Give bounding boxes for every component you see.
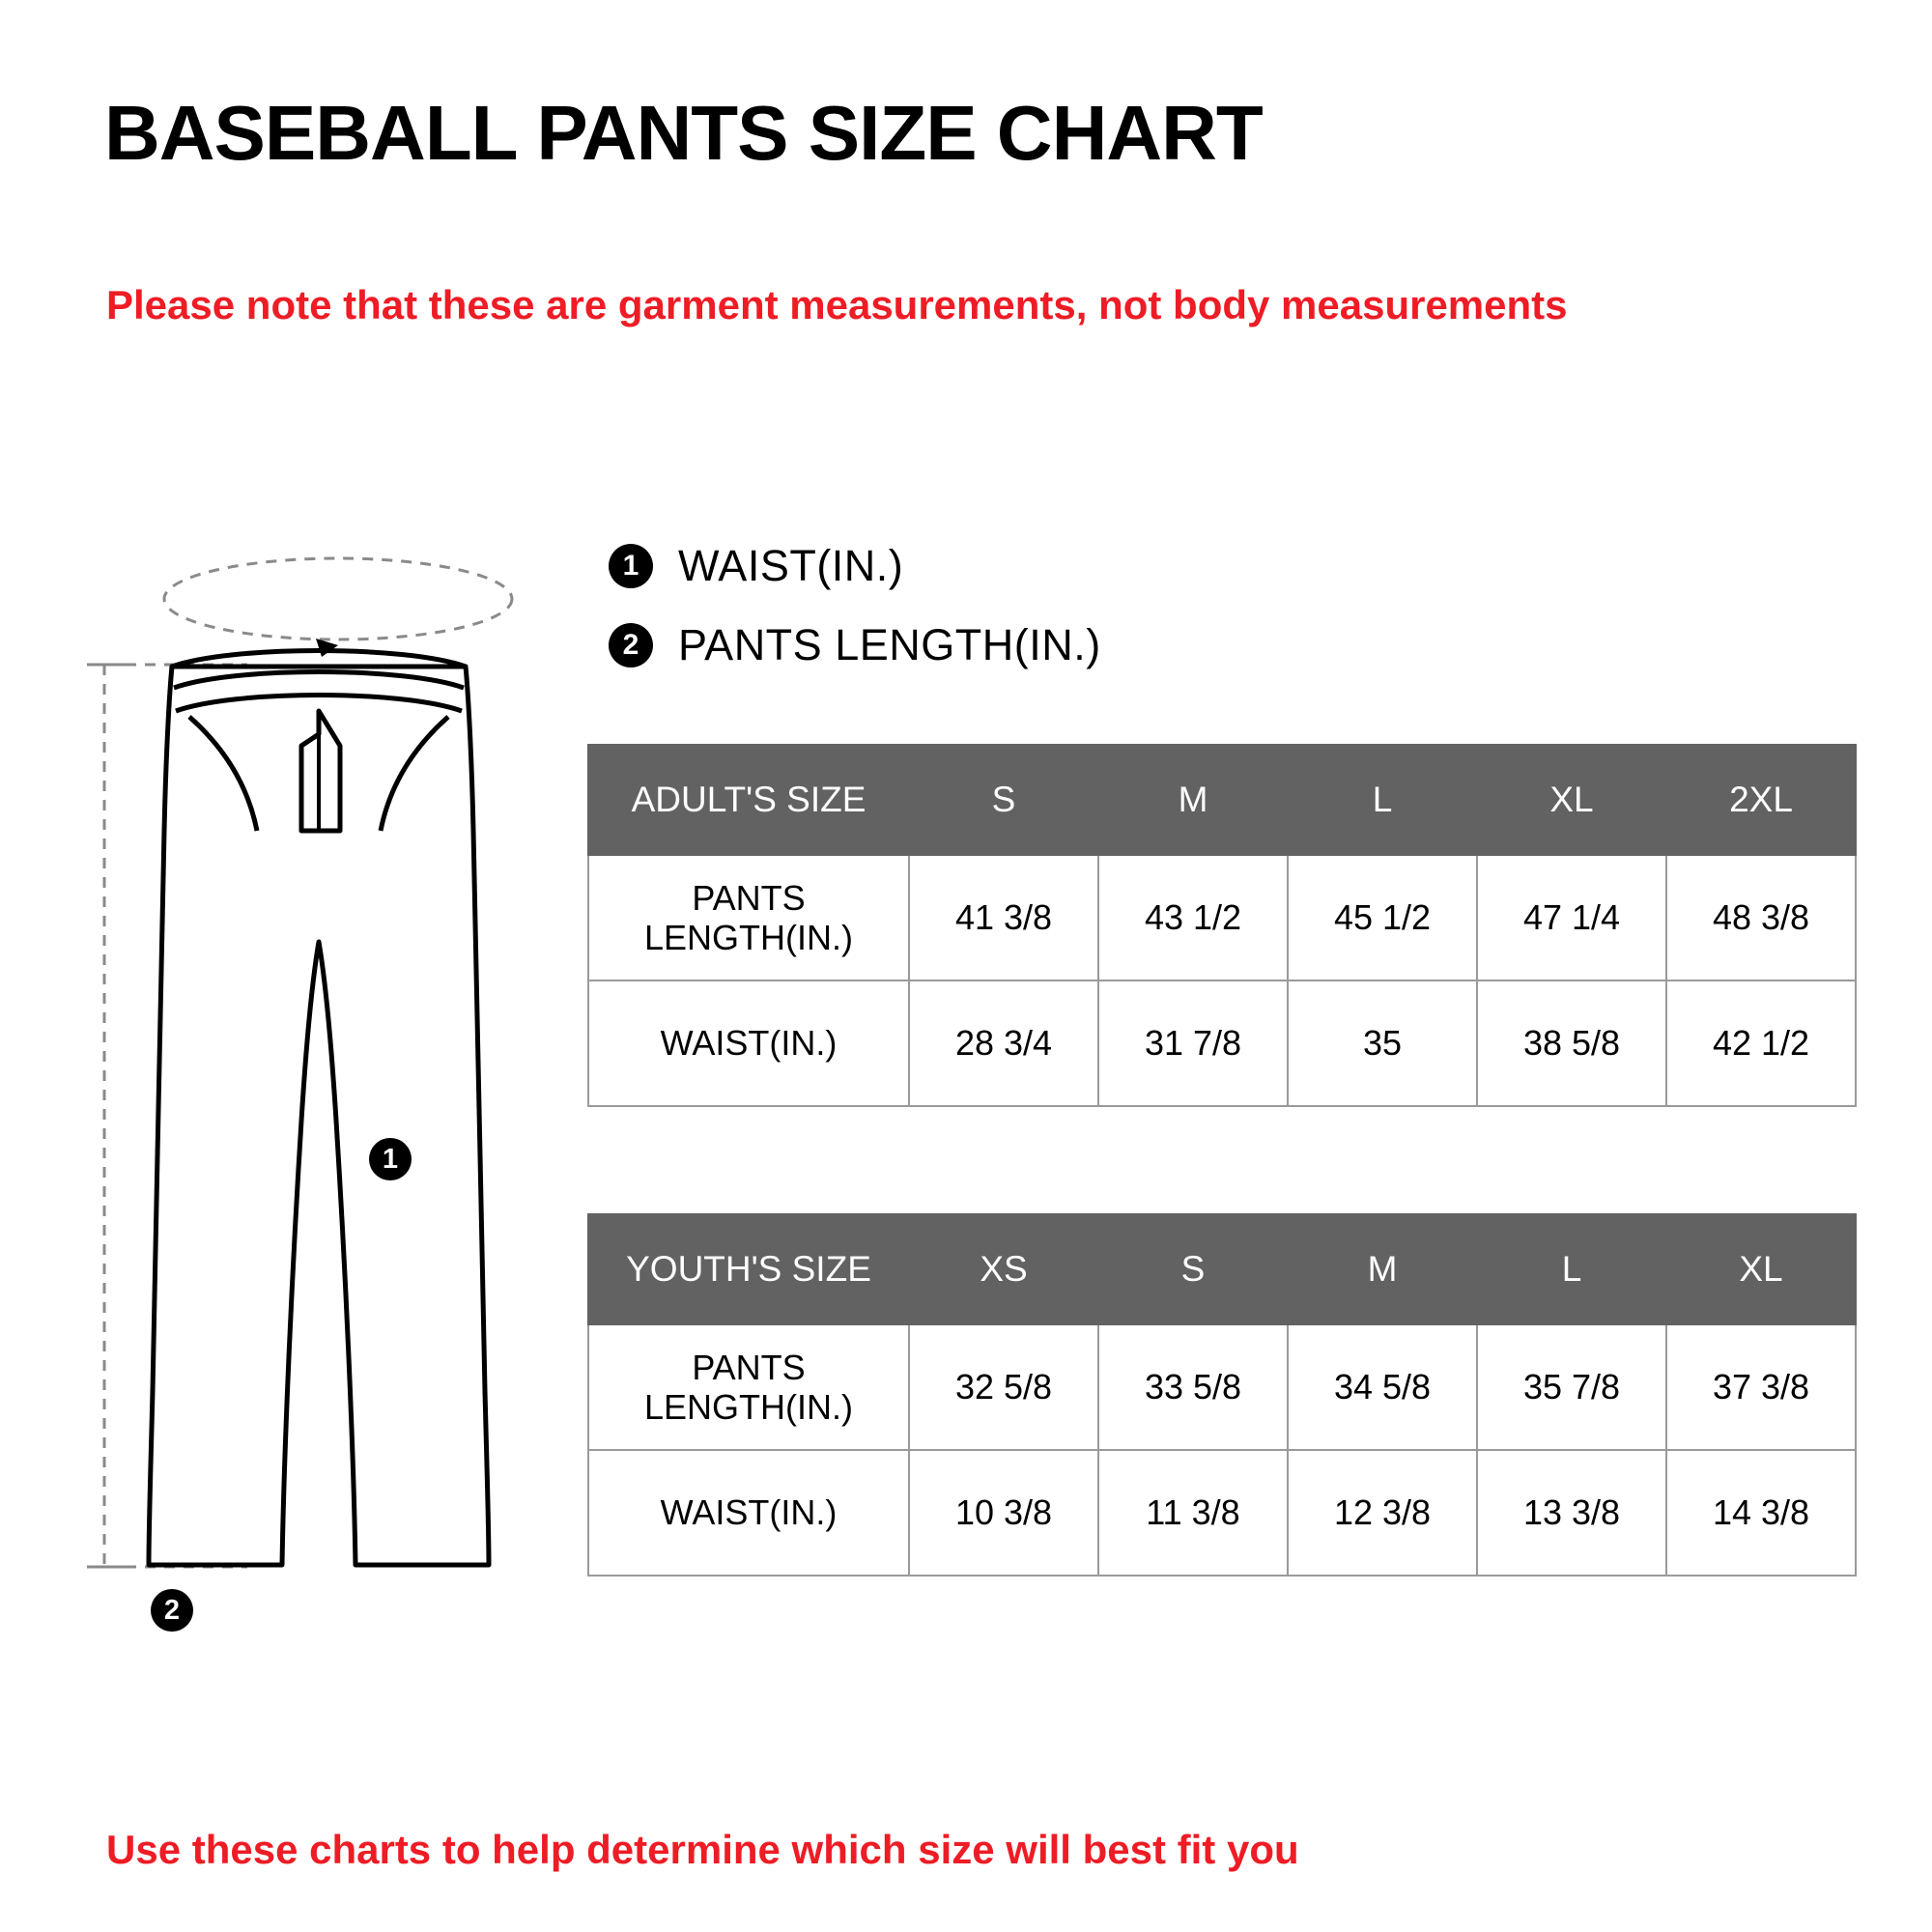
adult-pants-length-xl: 47 1/4 bbox=[1477, 855, 1666, 980]
youth-size-header: YOUTH'S SIZE bbox=[588, 1214, 909, 1324]
youth-waist-l: 13 3/8 bbox=[1477, 1450, 1666, 1576]
adult-waist-l: 35 bbox=[1288, 980, 1477, 1106]
adult-row-label-pants-length: PANTS LENGTH(IN.) bbox=[588, 855, 909, 980]
table-row bbox=[588, 855, 1856, 980]
youth-col-l: L bbox=[1477, 1214, 1666, 1324]
marker-1-icon: 1 bbox=[609, 544, 653, 588]
adult-waist-2xl: 42 1/2 bbox=[1666, 980, 1856, 1106]
youth-size-table bbox=[587, 1213, 1857, 1577]
diagram-marker-1: 1 bbox=[369, 1138, 412, 1180]
legend bbox=[609, 541, 1101, 699]
youth-waist-m: 12 3/8 bbox=[1288, 1450, 1477, 1576]
adult-waist-xl: 38 5/8 bbox=[1477, 980, 1666, 1106]
youth-waist-s: 11 3/8 bbox=[1098, 1450, 1288, 1576]
youth-pants-length-xl: 37 3/8 bbox=[1666, 1324, 1856, 1450]
adult-size-table bbox=[587, 744, 1857, 1107]
youth-pants-length-m: 34 5/8 bbox=[1288, 1324, 1477, 1450]
table-header-row bbox=[588, 1214, 1856, 1324]
adult-row-label-waist: WAIST(IN.) bbox=[588, 980, 909, 1106]
table-row bbox=[588, 980, 1856, 1106]
table-row bbox=[588, 1450, 1856, 1576]
youth-pants-length-xs: 32 5/8 bbox=[909, 1324, 1098, 1450]
youth-waist-xs: 10 3/8 bbox=[909, 1450, 1098, 1576]
adult-size-header: ADULT'S SIZE bbox=[588, 745, 909, 855]
legend-label-pants-length: PANTS LENGTH(IN.) bbox=[678, 620, 1101, 669]
page-title: BASEBALL PANTS SIZE CHART bbox=[104, 90, 1263, 176]
adult-col-l: L bbox=[1288, 745, 1477, 855]
youth-pants-length-l: 35 7/8 bbox=[1477, 1324, 1666, 1450]
pants-diagram bbox=[77, 541, 580, 1633]
adult-pants-length-2xl: 48 3/8 bbox=[1666, 855, 1856, 980]
youth-col-xs: XS bbox=[909, 1214, 1098, 1324]
table-header-row bbox=[588, 745, 1856, 855]
pants-illustration-svg bbox=[77, 541, 580, 1633]
adult-waist-m: 31 7/8 bbox=[1098, 980, 1288, 1106]
youth-col-m: M bbox=[1288, 1214, 1477, 1324]
adult-pants-length-l: 45 1/2 bbox=[1288, 855, 1477, 980]
adult-col-xl: XL bbox=[1477, 745, 1666, 855]
adult-pants-length-m: 43 1/2 bbox=[1098, 855, 1288, 980]
legend-item-pants-length bbox=[609, 620, 1101, 670]
adult-waist-s: 28 3/4 bbox=[909, 980, 1098, 1106]
help-note: Use these charts to help determine which size will best fit you bbox=[106, 1827, 1299, 1872]
youth-pants-length-s: 33 5/8 bbox=[1098, 1324, 1288, 1450]
youth-row-label-pants-length: PANTS LENGTH(IN.) bbox=[588, 1324, 909, 1450]
diagram-marker-2: 2 bbox=[151, 1589, 193, 1632]
table-row bbox=[588, 1324, 1856, 1450]
marker-2-icon: 2 bbox=[609, 623, 653, 668]
adult-col-s: S bbox=[909, 745, 1098, 855]
adult-pants-length-s: 41 3/8 bbox=[909, 855, 1098, 980]
youth-waist-xl: 14 3/8 bbox=[1666, 1450, 1856, 1576]
adult-col-2xl: 2XL bbox=[1666, 745, 1856, 855]
youth-row-label-waist: WAIST(IN.) bbox=[588, 1450, 909, 1576]
youth-col-s: S bbox=[1098, 1214, 1288, 1324]
legend-label-waist: WAIST(IN.) bbox=[678, 541, 904, 590]
garment-measurement-note: Please note that these are garment measurements, not body measurements bbox=[106, 282, 1568, 327]
legend-item-waist bbox=[609, 541, 1101, 591]
youth-col-xl: XL bbox=[1666, 1214, 1856, 1324]
adult-col-m: M bbox=[1098, 745, 1288, 855]
